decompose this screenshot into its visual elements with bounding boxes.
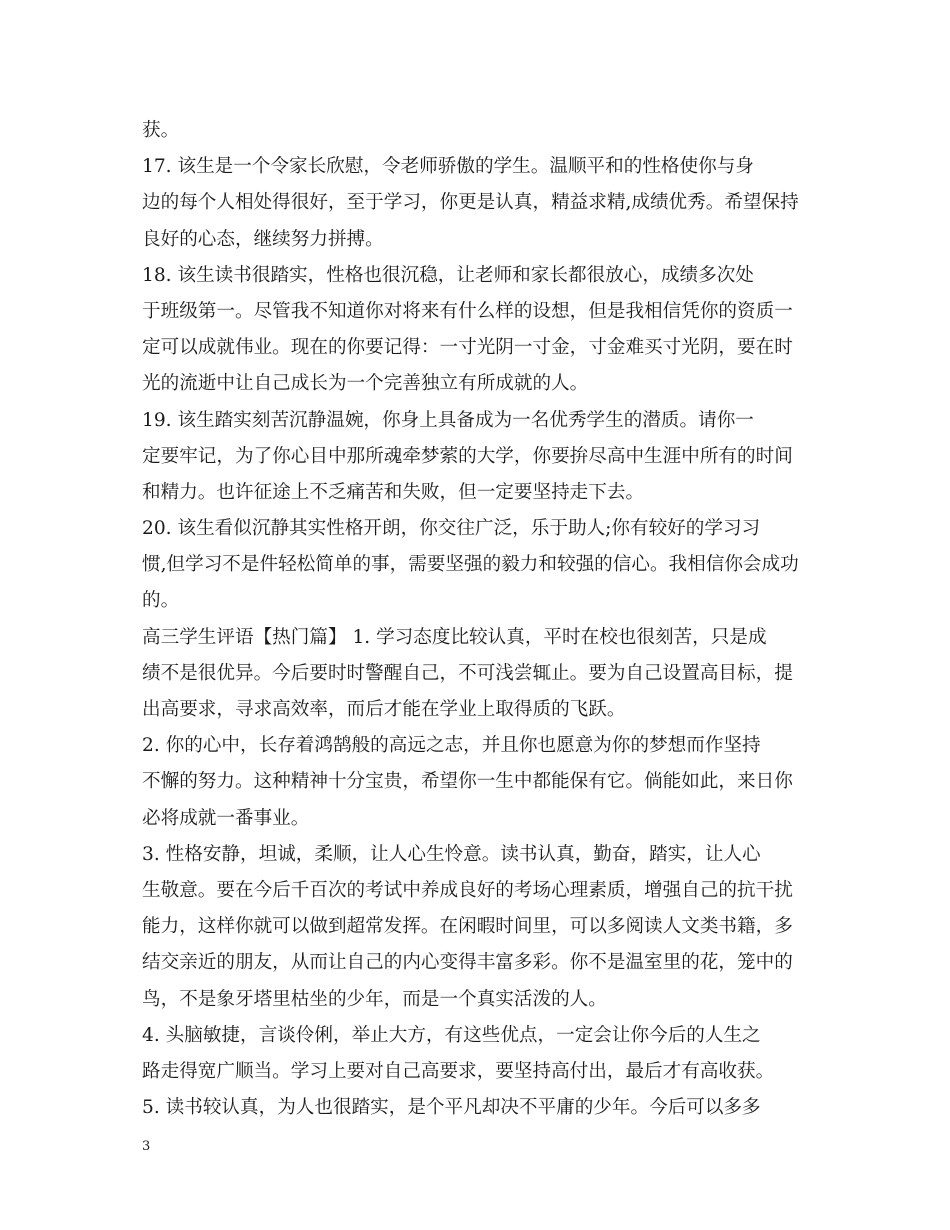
text-line: 必将成就一番事业。 <box>142 807 310 829</box>
text-line: 20. 该生看似沉静其实性格开朗，你交往广泛，乐于助人;你有较好的学习习 <box>142 518 761 540</box>
text-line: 惯,但学习不是件轻松简单的事，需要坚强的毅力和较强的信心。我相信你会成功 <box>142 554 799 576</box>
text-line: 5. 读书较认真，为人也很踏实，是个平凡却决不平庸的少年。今后可以多多 <box>142 1097 761 1119</box>
text-line: 4. 头脑敏捷，言谈伶俐，举止大方，有这些优点，一定会让你今后的人生之 <box>142 1024 761 1046</box>
text-line: 的。 <box>142 590 180 612</box>
text-line: 于班级第一。尽管我不知道你对将来有什么样的设想，但是我相信凭你的资质一 <box>142 300 793 322</box>
text-line: 边的每个人相处得很好，至于学习，你更是认真，精益求精,成绩优秀。希望保持 <box>142 192 799 214</box>
body-text <box>142 113 812 1126</box>
text-line: 3. 性格安静，坦诚，柔顺，让人心生怜意。读书认真，勤奋，踏实，让人心 <box>142 843 761 865</box>
section-heading-line: 高三学生评语【热门篇】 1. 学习态度比较认真，平时在校也很刻苦，只是成 <box>142 626 767 648</box>
text-line: 路走得宽广顺当。学习上要对自己高要求，要坚持高付出，最后才有高收获。 <box>142 1060 775 1082</box>
text-line: 2. 你的心中，长存着鸿鹄般的高远之志，并且你也愿意为你的梦想而作坚持 <box>142 735 761 757</box>
text-line: 良好的心态，继续努力拼搏。 <box>142 228 384 250</box>
text-line: 光的流逝中让自己成长为一个完善独立有所成就的人。 <box>142 373 589 395</box>
text-line: 不懈的努力。这种精神十分宝贵，希望你一生中都能保有它。倘能如此，来日你 <box>142 771 793 793</box>
text-line: 18. 该生读书很踏实，性格也很沉稳，让老师和家长都很放心，成绩多次处 <box>142 264 754 286</box>
text-line: 定要牢记，为了你心目中那所魂牵梦萦的大学，你要拚尽高中生涯中所有的时间 <box>142 445 793 467</box>
page-number: 3 <box>142 1139 151 1154</box>
text-line: 结交亲近的朋友，从而让自己的内心变得丰富多彩。你不是温室里的花，笼中的 <box>142 952 793 974</box>
text-line: 17. 该生是一个令家长欣慰，令老师骄傲的学生。温顺平和的性格使你与身 <box>142 156 754 178</box>
text-line: 19. 该生踏实刻苦沉静温婉，你身上具备成为一名优秀学生的潜质。请你一 <box>142 409 754 431</box>
text-line: 鸟，不是象牙塔里枯坐的少年，而是一个真实活泼的人。 <box>142 988 607 1010</box>
text-line: 出高要求，寻求高效率，而后才能在学业上取得质的飞跃。 <box>142 699 626 720</box>
text-line: 定可以成就伟业。现在的你要记得：一寸光阴一寸金，寸金难买寸光阴，要在时 <box>142 337 793 359</box>
text-line: 能力，这样你就可以做到超常发挥。在闲暇时间里，可以多阅读人文类书籍，多 <box>142 916 793 938</box>
text-line: 生敬意。要在今后千百次的考试中养成良好的考场心理素质，增强自己的抗干扰 <box>142 879 793 901</box>
text-line: 绩不是很优异。今后要时时警醒自己，不可浅尝辄止。要为自己设置高目标，提 <box>142 662 793 684</box>
text-line: 获。 <box>142 120 180 141</box>
text-line: 和精力。也许征途上不乏痛苦和失败，但一定要坚持走下去。 <box>142 481 645 503</box>
